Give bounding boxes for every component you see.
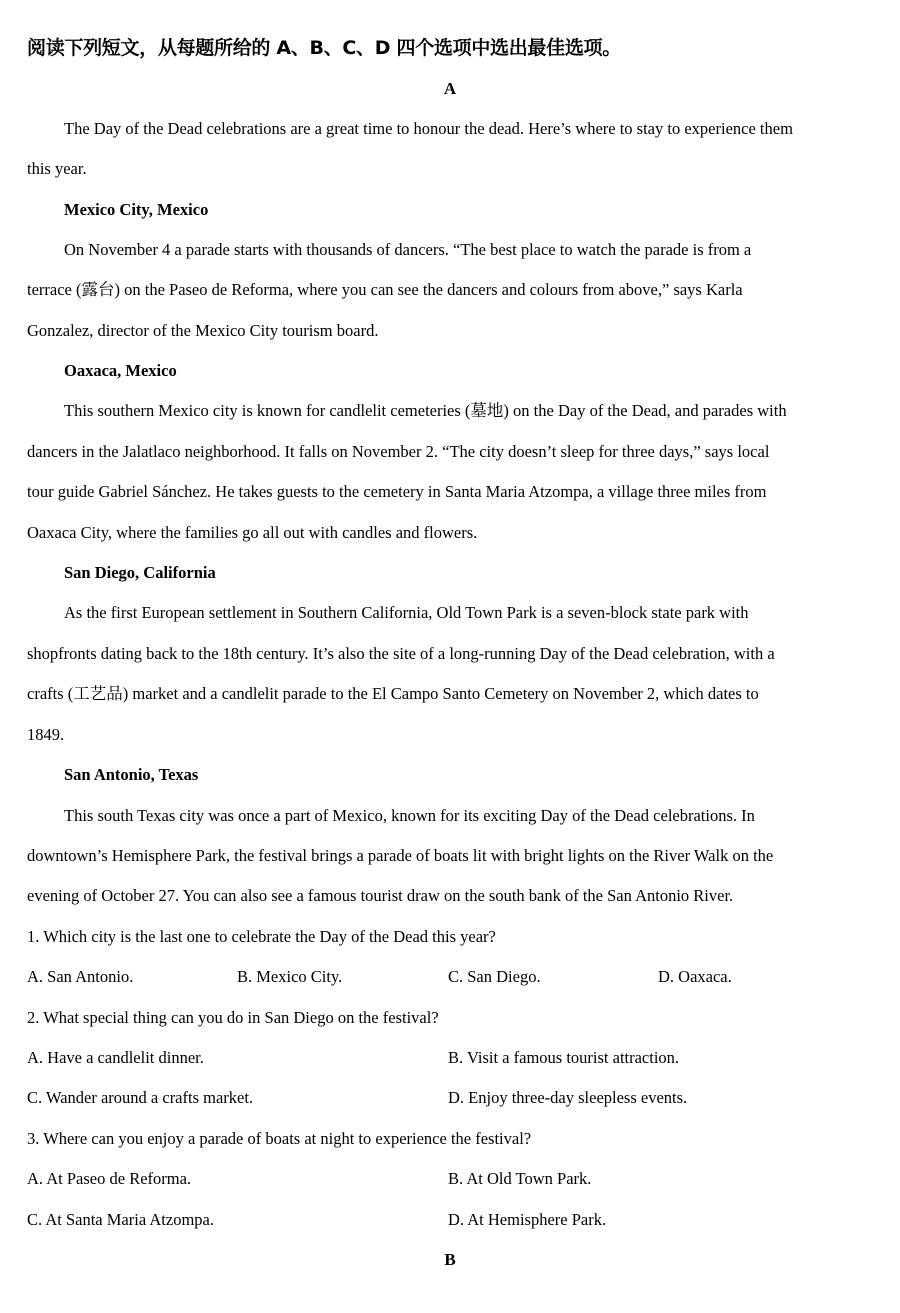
- place-heading: San Antonio, Texas: [64, 765, 199, 784]
- intro-line: The Day of the Dead celebrations are a great time to honour the dead. Here’s where to stay to experience them: [64, 119, 793, 138]
- instruction: 阅读下列短文，从每题所给的 A、B、C、D 四个选项中选出最佳选项。: [27, 37, 621, 59]
- paragraph-line: evening of October 27. You can also see a famous tourist draw on the south bank of the San Antonio River.: [27, 886, 734, 905]
- option-a[interactable]: A. San Antonio.: [27, 967, 134, 986]
- option-a[interactable]: A. Have a candlelit dinner.: [27, 1048, 204, 1067]
- paragraph-line: tour guide Gabriel Sánchez. He takes guests to the cemetery in Santa Maria Atzompa, a village three miles from: [27, 482, 767, 501]
- place-heading: San Diego, California: [64, 563, 216, 582]
- place-heading: Mexico City, Mexico: [64, 200, 209, 219]
- option-b[interactable]: B. Mexico City.: [237, 967, 343, 986]
- option-d[interactable]: D. Enjoy three-day sleepless events.: [448, 1088, 688, 1107]
- option-c[interactable]: C. San Diego.: [448, 967, 541, 986]
- paragraph-line: Gonzalez, director of the Mexico City tourism board.: [27, 321, 379, 340]
- option-c[interactable]: C. At Santa Maria Atzompa.: [27, 1210, 214, 1229]
- option-c[interactable]: C. Wander around a crafts market.: [27, 1088, 254, 1107]
- place-heading: Oaxaca, Mexico: [64, 361, 177, 380]
- option-a[interactable]: A. At Paseo de Reforma.: [27, 1169, 192, 1188]
- question-stem: 2. What special thing can you do in San Diego on the festival?: [27, 1008, 439, 1027]
- section-a-label: A: [443, 79, 457, 98]
- option-b[interactable]: B. Visit a famous tourist attraction.: [448, 1048, 680, 1067]
- paragraph-line: crafts (工艺品) market and a candlelit parade to the El Campo Santo Cemetery on November 2, which dates to: [27, 684, 759, 703]
- question-stem: 1. Which city is the last one to celebrate the Day of the Dead this year?: [27, 927, 496, 946]
- intro-line: this year.: [27, 159, 87, 178]
- section-b-label: B: [444, 1250, 456, 1269]
- paragraph-line: On November 4 a parade starts with thousands of dancers. “The best place to watch the parade is from a: [64, 240, 752, 259]
- paragraph-line: terrace (露台) on the Paseo de Reforma, where you can see the dancers and colours from above,” says Karla: [27, 280, 743, 299]
- paragraph-line: As the first European settlement in Southern California, Old Town Park is a seven-block state park with: [64, 603, 749, 622]
- paragraph-line: shopfronts dating back to the 18th century. It’s also the site of a long-running Day of the Dead celebration, with a: [27, 644, 775, 663]
- paragraph-line: This southern Mexico city is known for candlelit cemeteries (墓地) on the Day of the Dead, and parades with: [64, 401, 787, 420]
- option-b[interactable]: B. At Old Town Park.: [448, 1169, 592, 1188]
- paragraph-line: This south Texas city was once a part of Mexico, known for its exciting Day of the Dead celebrations. In: [64, 806, 755, 825]
- paragraph-line: downtown’s Hemisphere Park, the festival brings a parade of boats lit with bright lights on the River Walk on the: [27, 846, 774, 865]
- paragraph-line: dancers in the Jalatlaco neighborhood. It falls on November 2. “The city doesn’t sleep for three days,” says local: [27, 442, 770, 461]
- question-stem: 3. Where can you enjoy a parade of boats at night to experience the festival?: [27, 1129, 532, 1148]
- option-d[interactable]: D. At Hemisphere Park.: [448, 1210, 607, 1229]
- option-d[interactable]: D. Oaxaca.: [658, 967, 732, 986]
- paragraph-line: 1849.: [27, 725, 65, 744]
- paragraph-line: Oaxaca City, where the families go all out with candles and flowers.: [27, 523, 478, 542]
